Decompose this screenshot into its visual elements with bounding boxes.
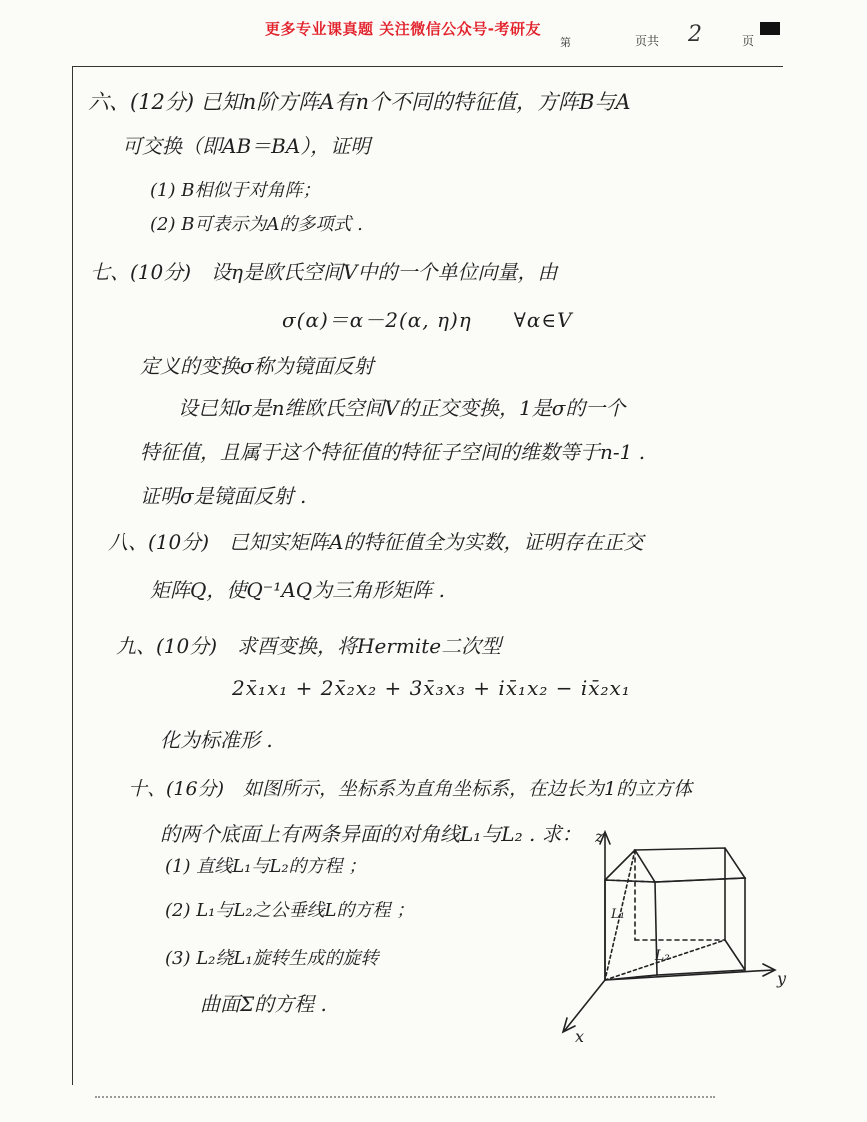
axis-y-label: y (777, 969, 787, 988)
problem-nine-line-3: 化为标准形 . (160, 728, 273, 752)
problem-nine-formula: 2x̄₁x₁ + 2x̄₂x₂ + 3x̄₃x₃ + ix̄₁x₂ − ix̄₂x₁ (232, 676, 631, 700)
problem-ten-line-5: (3) L₂绕L₁旋转生成的旋转 (165, 948, 379, 969)
problem-six-line-4: (2) B可表示为A的多项式 . (150, 214, 363, 235)
problem-eight-line-1: 八、(10分) 已知实矩阵A的特征值全为实数，证明存在正交 (108, 530, 644, 554)
problem-seven-line-6: 证明σ是镜面反射 . (140, 484, 307, 508)
axis-z-label: z (595, 827, 604, 846)
problem-ten-line-3: (1) 直线L₁与L₂的方程 ； (165, 856, 367, 877)
page-prefix: 第 (560, 36, 571, 49)
problem-six-line-1: 六、(12分) 已知n阶方阵A有n个不同的特征值，方阵B与A (88, 90, 631, 114)
problem-seven-line-3: 定义的变换σ称为镜面反射 (140, 354, 374, 378)
wechat-banner: 更多专业课真题 关注微信公众号-考研友 (265, 20, 541, 38)
page-suffix: 页 (742, 34, 755, 48)
page-total-label: 页共 (635, 34, 660, 48)
problem-ten-line-6: 曲面Σ的方程 . (200, 992, 327, 1016)
cube-top-face (635, 848, 745, 882)
cube-bottom-right-edge (725, 940, 745, 970)
page-number: 2 (688, 22, 702, 47)
corner-mark (760, 22, 780, 35)
x-axis (565, 980, 605, 1030)
problem-seven-line-1: 七、(10分) 设η是欧氏空间V中的一个单位向量，由 (90, 260, 558, 284)
problem-six-line-2: 可交换（即AB＝BA），证明 (122, 134, 371, 158)
diagonal-l1-helper (605, 880, 655, 882)
problem-ten-line-1: 十、(16分) 如图所示，坐标系为直角坐标系，在边长为1的立方体 (128, 778, 693, 800)
cube-figure (555, 820, 795, 1050)
axis-x-label: x (575, 1027, 585, 1046)
label-l2: L₂ (655, 948, 670, 964)
bottom-scan-artifact (95, 1096, 715, 1100)
problem-seven-line-5: 特征值，且属于这个特征值的特征子空间的维数等于n-1 . (140, 440, 646, 464)
problem-ten-line-2: 的两个底面上有两条异面的对角线L₁与L₂ . 求： (160, 822, 582, 846)
problem-seven-formula: σ(α)＝α－2(α, η)η ∀α∈V (282, 308, 573, 332)
problem-eight-line-2: 矩阵Q，使Q⁻¹AQ为三角形矩阵 . (150, 578, 445, 602)
cube-left-top-edge (605, 850, 635, 880)
problem-seven-line-4: 设已知σ是n维欧氏空间V的正交变换，1是σ的一个 (178, 396, 626, 420)
problem-six-line-3: (1) B相似于对角阵； (150, 180, 321, 201)
label-l1: L₁ (611, 907, 625, 922)
problem-nine-line-1: 九、(10分) 求酉变换，将Hermite二次型 (116, 634, 502, 658)
problem-ten-line-4: (2) L₁与L₂之公垂线L的方程 ； (165, 900, 415, 921)
